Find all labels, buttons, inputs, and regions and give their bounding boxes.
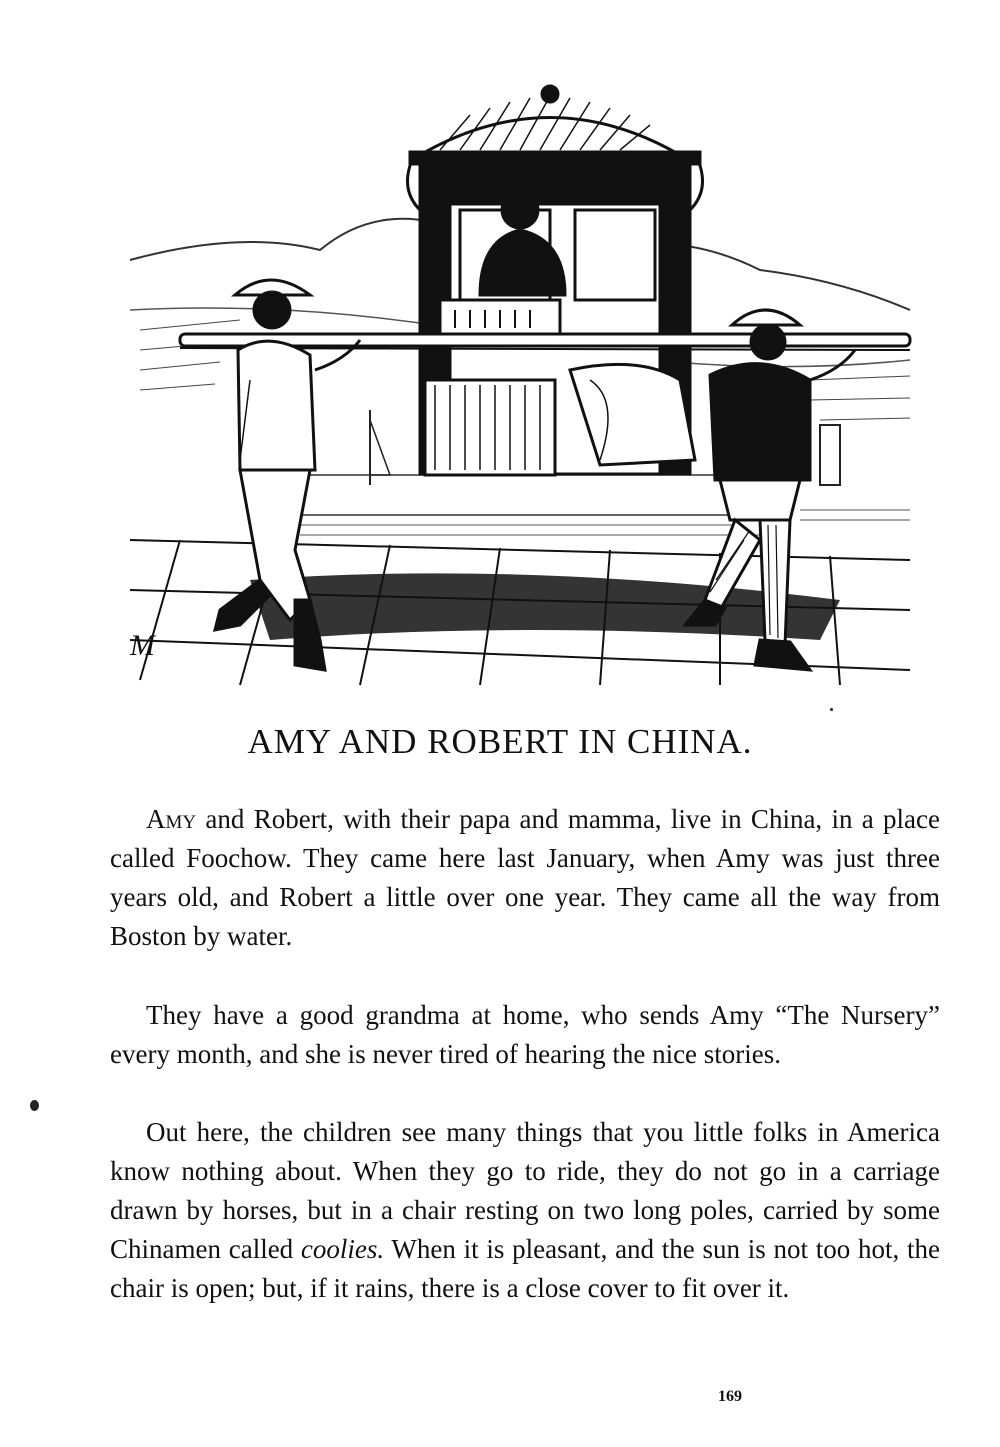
paragraph-1: [110, 800, 940, 956]
sedan-chair-illustration: [120, 80, 920, 690]
paragraph-1-text: and Robert, with their papa and mamma, live in China, in a place called Foochow. They came here last January, when Amy was just three years old, and Robert a little over one year. They came all the way from Boston by water.: [110, 804, 940, 951]
page-number: 169: [718, 1388, 742, 1405]
paragraph-2: They have a good grandma at home, who sends Amy “The Nursery” every month, and she is never tired of hearing the nice stories.: [110, 1000, 940, 1069]
ink-speck: [30, 1100, 39, 1111]
paragraph-3-text-b: When it is pleasant, and the sun is not too hot, the chair is open; but, if it rains, there is a close cover to fit over it.: [110, 1234, 940, 1303]
paragraph-3-text-a: Out here, the children see many things that you little folks in America know nothing about. When they go to ride, they do not go in a carriage drawn by horses, but in a chair resting on two long poles, carried by some Chinamen called: [110, 1117, 940, 1264]
paragraph-3-emphasis: coolies.: [300, 1234, 385, 1264]
paragraph-1-lead: Amy: [146, 804, 197, 834]
ink-speck: [830, 708, 833, 711]
sedan-chair: [408, 86, 703, 475]
paragraph-3: [110, 1113, 940, 1308]
page-title: AMY AND ROBERT IN CHINA.: [247, 722, 753, 761]
artist-signature: M: [130, 629, 155, 662]
